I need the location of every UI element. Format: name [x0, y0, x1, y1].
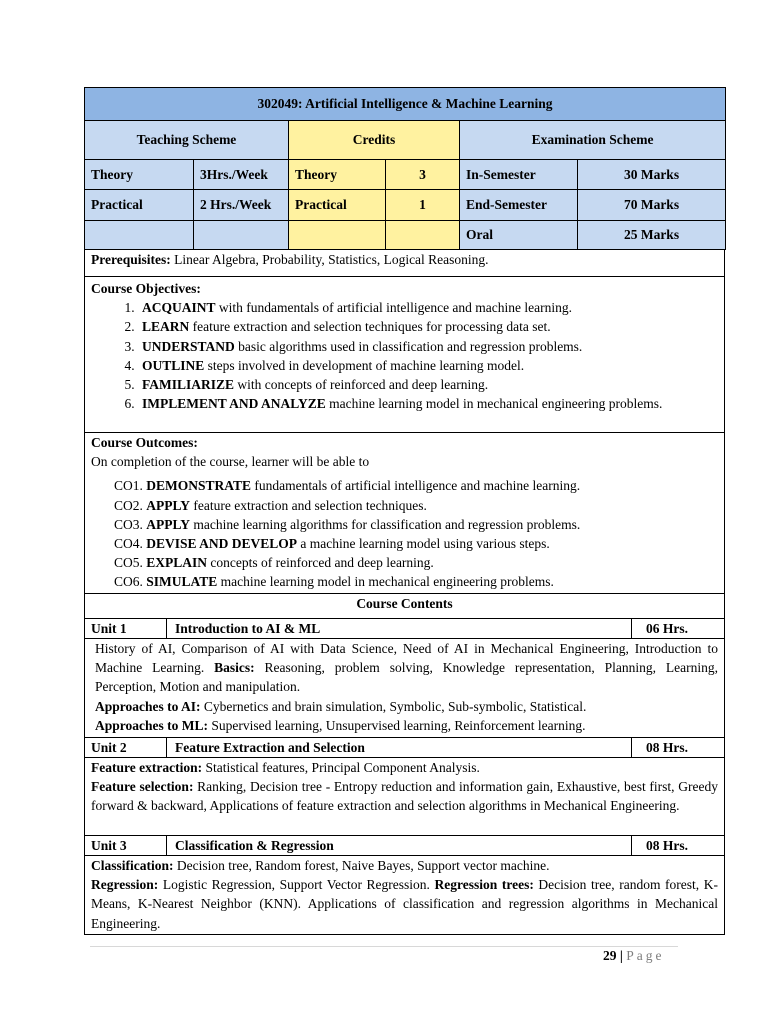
objective-item: 5. FAMILIARIZE with concepts of reinforced and deep learning. [138, 375, 718, 394]
unit-hours: 08 Hrs. [646, 739, 688, 755]
course-title: 302049: Artificial Intelligence & Machine Learning [85, 88, 726, 121]
unit-content: Classification: Decision tree, Random forest, Naive Bayes, Support vector machine. Regression: Logistic Regression, Support Vector Regression. Regression trees: Decision tree, random forest, K-Means, K-Nearest Neighbor (KNN). Applications of classification and regression algorithms in Mechanical Engineering. [84, 856, 725, 935]
unit-number: Unit 3 [85, 836, 167, 855]
outcome-item: CO2. APPLY feature extraction and selection techniques. [114, 497, 427, 513]
teaching-value: 2 Hrs./Week [194, 190, 289, 221]
unit-hours: 06 Hrs. [646, 620, 688, 636]
credit-label: Practical [289, 190, 386, 221]
unit-number: Unit 1 [85, 619, 167, 638]
exam-marks: 25 Marks [578, 221, 726, 250]
objective-item: 1. ACQUAINT with fundamentals of artificial intelligence and machine learning. [138, 298, 718, 317]
credit-value: 1 [386, 190, 460, 221]
outcome-item: CO6. SIMULATE machine learning model in mechanical engineering problems. [114, 574, 554, 590]
page-number: 29 [603, 948, 617, 963]
unit-title: Classification & Regression [167, 836, 632, 855]
teaching-scheme-header: Teaching Scheme [85, 121, 289, 160]
unit-header [84, 619, 725, 639]
exam-marks: 70 Marks [578, 190, 726, 221]
outcome-item: CO1. DEMONSTRATE fundamentals of artificial intelligence and machine learning. [114, 478, 581, 494]
objectives-heading: Course Objectives: [91, 281, 201, 296]
course-objectives-section [84, 277, 725, 433]
teaching-label [85, 221, 194, 250]
course-contents-heading: Course Contents [84, 594, 725, 619]
unit-hours: 08 Hrs. [646, 837, 688, 853]
teaching-label: Practical [85, 190, 194, 221]
unit-title: Feature Extraction and Selection [167, 738, 632, 757]
exam-label: Oral [460, 221, 578, 250]
outcomes-heading: Course Outcomes: [91, 435, 198, 450]
exam-marks: 30 Marks [578, 160, 726, 190]
unit-content: Feature extraction: Statistical features, Principal Component Analysis. Feature selection: Ranking, Decision tree - Entropy reduction and information gain, Exhaustive, best first, Greedy forward & backward, Applications of feature extraction and selection algorithms in Mechanical Engineering. [84, 758, 725, 836]
credit-value: 3 [386, 160, 460, 190]
teaching-value [194, 221, 289, 250]
teaching-value: 3Hrs./Week [194, 160, 289, 190]
unit-number: Unit 2 [85, 738, 167, 757]
examination-scheme-header: Examination Scheme [460, 121, 726, 160]
credits-header: Credits [289, 121, 460, 160]
unit-header [84, 738, 725, 758]
syllabus-document [84, 87, 725, 935]
course-outcomes-section [84, 433, 725, 594]
footer-divider [90, 946, 678, 947]
prerequisites-label: Prerequisites: [91, 252, 171, 267]
prerequisites-section [84, 250, 725, 277]
unit-content: History of AI, Comparison of AI with Data Science, Need of AI in Mechanical Engineering, Introduction to Machine Learning. Basics: Reasoning, problem solving, Knowledge representation, Planning, Learning, Perception, Motion and manipulation. Approaches to AI: Cybernetics and brain simulation, Symbolic, Sub-symbolic, Statistical. Approaches to ML: Supervised learning, Unsupervised learning, Reinforcement learning. [84, 639, 725, 738]
credit-value [386, 221, 460, 250]
unit-title: Introduction to AI & ML [167, 619, 632, 638]
objective-item: 4. OUTLINE steps involved in development of machine learning model. [138, 356, 718, 375]
credit-label [289, 221, 386, 250]
unit-header [84, 836, 725, 856]
page-label: Page [626, 948, 665, 963]
exam-label: End-Semester [460, 190, 578, 221]
page-footer [603, 948, 664, 964]
outcome-item: CO3. APPLY machine learning algorithms for classification and regression problems. [114, 516, 581, 532]
credit-label: Theory [289, 160, 386, 190]
objective-item: 3. UNDERSTAND basic algorithms used in classification and regression problems. [138, 337, 718, 356]
prerequisites-text: Linear Algebra, Probability, Statistics, Logical Reasoning. [170, 252, 489, 267]
objectives-list [85, 298, 724, 413]
scheme-table [84, 87, 726, 250]
outcome-item: CO5. EXPLAIN concepts of reinforced and deep learning. [114, 555, 434, 571]
outcomes-intro: On completion of the course, learner will be able to [91, 454, 370, 470]
teaching-label: Theory [85, 160, 194, 190]
outcome-item: CO4. DEVISE AND DEVELOP a machine learning model using various steps. [114, 536, 550, 552]
exam-label: In-Semester [460, 160, 578, 190]
objective-item: 2. LEARN feature extraction and selection techniques for processing data set. [138, 317, 718, 336]
objective-item: 6. IMPLEMENT AND ANALYZE machine learning model in mechanical engineering problems. [138, 394, 718, 413]
footer-separator: | [616, 948, 627, 963]
